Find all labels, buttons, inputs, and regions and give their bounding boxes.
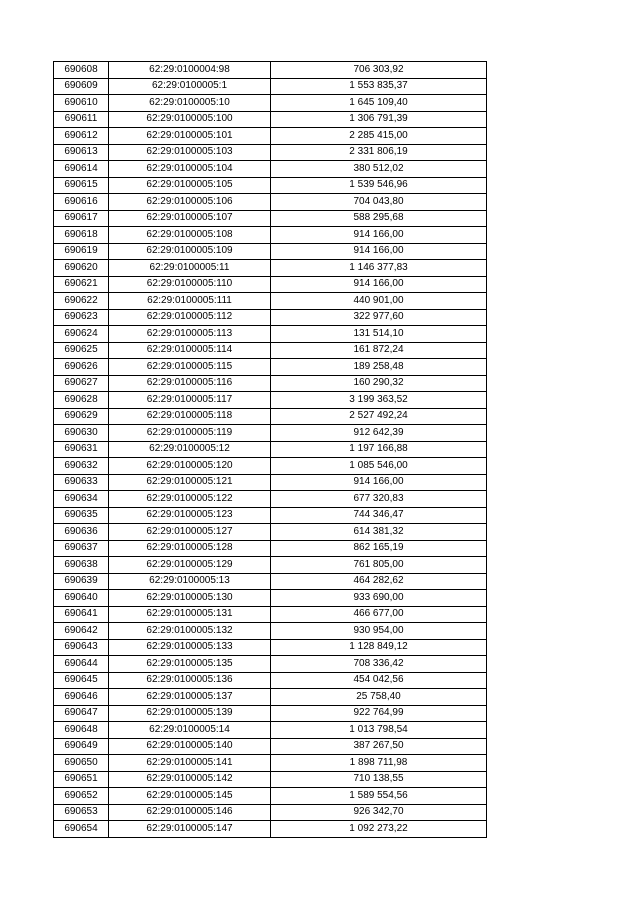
row-id-cell: 690629 xyxy=(54,408,109,425)
cadastral-value-cell: 926 342,70 xyxy=(271,804,487,821)
cadastral-value-cell: 440 901,00 xyxy=(271,293,487,310)
row-id-cell: 690648 xyxy=(54,722,109,739)
cadastral-value-cell: 706 303,92 xyxy=(271,62,487,79)
cadastral-number-cell: 62:29:0100005:118 xyxy=(109,408,271,425)
cadastral-value-cell: 464 282,62 xyxy=(271,573,487,590)
table-row xyxy=(54,540,487,557)
cadastral-value-cell: 922 764,99 xyxy=(271,705,487,722)
cadastral-number-cell: 62:29:0100005:103 xyxy=(109,144,271,161)
row-id-cell: 690612 xyxy=(54,128,109,145)
row-id-cell: 690608 xyxy=(54,62,109,79)
row-id-cell: 690637 xyxy=(54,540,109,557)
cadastral-number-cell: 62:29:0100005:123 xyxy=(109,507,271,524)
row-id-cell: 690615 xyxy=(54,177,109,194)
cadastral-number-cell: 62:29:0100005:107 xyxy=(109,210,271,227)
cadastral-value-cell: 2 285 415,00 xyxy=(271,128,487,145)
cadastral-value-cell: 761 805,00 xyxy=(271,557,487,574)
cadastral-number-cell: 62:29:0100005:147 xyxy=(109,821,271,838)
row-id-cell: 690646 xyxy=(54,689,109,706)
table-row xyxy=(54,491,487,508)
cadastral-number-cell: 62:29:0100005:136 xyxy=(109,672,271,689)
cadastral-value-cell: 933 690,00 xyxy=(271,590,487,607)
table-row xyxy=(54,161,487,178)
row-id-cell: 690652 xyxy=(54,788,109,805)
cadastral-number-cell: 62:29:0100005:146 xyxy=(109,804,271,821)
cadastral-number-cell: 62:29:0100005:111 xyxy=(109,293,271,310)
row-id-cell: 690640 xyxy=(54,590,109,607)
cadastral-number-cell: 62:29:0100005:120 xyxy=(109,458,271,475)
table-row xyxy=(54,293,487,310)
row-id-cell: 690638 xyxy=(54,557,109,574)
table-row xyxy=(54,788,487,805)
table-row xyxy=(54,639,487,656)
row-id-cell: 690631 xyxy=(54,441,109,458)
cadastral-value-cell: 588 295,68 xyxy=(271,210,487,227)
table-row xyxy=(54,128,487,145)
row-id-cell: 690634 xyxy=(54,491,109,508)
cadastral-number-cell: 62:29:0100005:141 xyxy=(109,755,271,772)
table-row xyxy=(54,705,487,722)
cadastral-value-cell: 466 677,00 xyxy=(271,606,487,623)
cadastral-value-cell: 914 166,00 xyxy=(271,227,487,244)
row-id-cell: 690651 xyxy=(54,771,109,788)
cadastral-number-cell: 62:29:0100005:140 xyxy=(109,738,271,755)
cadastral-value-cell: 744 346,47 xyxy=(271,507,487,524)
row-id-cell: 690644 xyxy=(54,656,109,673)
table-row xyxy=(54,425,487,442)
cadastral-value-cell: 1 553 835,37 xyxy=(271,78,487,95)
row-id-cell: 690641 xyxy=(54,606,109,623)
cadastral-value-table xyxy=(53,61,487,838)
table-row xyxy=(54,392,487,409)
cadastral-number-cell: 62:29:0100005:122 xyxy=(109,491,271,508)
table-row xyxy=(54,606,487,623)
row-id-cell: 690609 xyxy=(54,78,109,95)
cadastral-number-cell: 62:29:0100005:130 xyxy=(109,590,271,607)
table-row xyxy=(54,821,487,838)
cadastral-number-cell: 62:29:0100005:117 xyxy=(109,392,271,409)
cadastral-number-cell: 62:29:0100005:132 xyxy=(109,623,271,640)
table-row xyxy=(54,144,487,161)
row-id-cell: 690633 xyxy=(54,474,109,491)
table-row xyxy=(54,177,487,194)
cadastral-value-cell: 708 336,42 xyxy=(271,656,487,673)
row-id-cell: 690628 xyxy=(54,392,109,409)
cadastral-value-cell: 2 331 806,19 xyxy=(271,144,487,161)
row-id-cell: 690635 xyxy=(54,507,109,524)
table-row xyxy=(54,656,487,673)
cadastral-value-cell: 25 758,40 xyxy=(271,689,487,706)
row-id-cell: 690647 xyxy=(54,705,109,722)
cadastral-number-cell: 62:29:0100004:98 xyxy=(109,62,271,79)
row-id-cell: 690610 xyxy=(54,95,109,112)
table-row xyxy=(54,210,487,227)
row-id-cell: 690632 xyxy=(54,458,109,475)
cadastral-value-cell: 387 267,50 xyxy=(271,738,487,755)
table-row xyxy=(54,623,487,640)
row-id-cell: 690625 xyxy=(54,342,109,359)
cadastral-value-cell: 1 306 791,39 xyxy=(271,111,487,128)
table-body xyxy=(54,62,487,838)
row-id-cell: 690614 xyxy=(54,161,109,178)
cadastral-number-cell: 62:29:0100005:137 xyxy=(109,689,271,706)
table-row xyxy=(54,194,487,211)
cadastral-value-cell: 454 042,56 xyxy=(271,672,487,689)
table-row xyxy=(54,375,487,392)
row-id-cell: 690643 xyxy=(54,639,109,656)
cadastral-number-cell: 62:29:0100005:110 xyxy=(109,276,271,293)
cadastral-number-cell: 62:29:0100005:129 xyxy=(109,557,271,574)
row-id-cell: 690620 xyxy=(54,260,109,277)
cadastral-number-cell: 62:29:0100005:109 xyxy=(109,243,271,260)
table-row xyxy=(54,441,487,458)
cadastral-value-cell: 710 138,55 xyxy=(271,771,487,788)
table-row xyxy=(54,524,487,541)
cadastral-value-cell: 677 320,83 xyxy=(271,491,487,508)
cadastral-value-cell: 1 898 711,98 xyxy=(271,755,487,772)
cadastral-value-cell: 914 166,00 xyxy=(271,243,487,260)
cadastral-number-cell: 62:29:0100005:10 xyxy=(109,95,271,112)
table-row xyxy=(54,227,487,244)
cadastral-value-cell: 914 166,00 xyxy=(271,276,487,293)
cadastral-value-cell: 3 199 363,52 xyxy=(271,392,487,409)
row-id-cell: 690642 xyxy=(54,623,109,640)
cadastral-value-cell: 862 165,19 xyxy=(271,540,487,557)
cadastral-number-cell: 62:29:0100005:11 xyxy=(109,260,271,277)
table-row xyxy=(54,722,487,739)
row-id-cell: 690617 xyxy=(54,210,109,227)
row-id-cell: 690636 xyxy=(54,524,109,541)
table-row xyxy=(54,276,487,293)
cadastral-number-cell: 62:29:0100005:14 xyxy=(109,722,271,739)
cadastral-number-cell: 62:29:0100005:112 xyxy=(109,309,271,326)
row-id-cell: 690645 xyxy=(54,672,109,689)
row-id-cell: 690627 xyxy=(54,375,109,392)
cadastral-value-cell: 2 527 492,24 xyxy=(271,408,487,425)
cadastral-number-cell: 62:29:0100005:113 xyxy=(109,326,271,343)
cadastral-number-cell: 62:29:0100005:114 xyxy=(109,342,271,359)
row-id-cell: 690619 xyxy=(54,243,109,260)
row-id-cell: 690616 xyxy=(54,194,109,211)
cadastral-value-cell: 930 954,00 xyxy=(271,623,487,640)
cadastral-number-cell: 62:29:0100005:145 xyxy=(109,788,271,805)
row-id-cell: 690639 xyxy=(54,573,109,590)
table-row xyxy=(54,458,487,475)
table-row xyxy=(54,326,487,343)
cadastral-value-cell: 1 146 377,83 xyxy=(271,260,487,277)
cadastral-number-cell: 62:29:0100005:131 xyxy=(109,606,271,623)
table-row xyxy=(54,95,487,112)
cadastral-number-cell: 62:29:0100005:101 xyxy=(109,128,271,145)
cadastral-value-cell: 1 085 546,00 xyxy=(271,458,487,475)
table-row xyxy=(54,557,487,574)
row-id-cell: 690626 xyxy=(54,359,109,376)
cadastral-number-cell: 62:29:0100005:127 xyxy=(109,524,271,541)
cadastral-number-cell: 62:29:0100005:13 xyxy=(109,573,271,590)
cadastral-value-cell: 914 166,00 xyxy=(271,474,487,491)
table-row xyxy=(54,689,487,706)
row-id-cell: 690613 xyxy=(54,144,109,161)
row-id-cell: 690653 xyxy=(54,804,109,821)
cadastral-value-cell: 322 977,60 xyxy=(271,309,487,326)
cadastral-value-cell: 131 514,10 xyxy=(271,326,487,343)
cadastral-number-cell: 62:29:0100005:105 xyxy=(109,177,271,194)
row-id-cell: 690622 xyxy=(54,293,109,310)
row-id-cell: 690654 xyxy=(54,821,109,838)
table-row xyxy=(54,62,487,79)
row-id-cell: 690630 xyxy=(54,425,109,442)
table-row xyxy=(54,342,487,359)
cadastral-value-cell: 1 197 166,88 xyxy=(271,441,487,458)
cadastral-number-cell: 62:29:0100005:119 xyxy=(109,425,271,442)
row-id-cell: 690621 xyxy=(54,276,109,293)
cadastral-number-cell: 62:29:0100005:115 xyxy=(109,359,271,376)
table-row xyxy=(54,804,487,821)
table-row xyxy=(54,111,487,128)
cadastral-number-cell: 62:29:0100005:121 xyxy=(109,474,271,491)
table-row xyxy=(54,590,487,607)
row-id-cell: 690624 xyxy=(54,326,109,343)
table-row xyxy=(54,738,487,755)
cadastral-number-cell: 62:29:0100005:1 xyxy=(109,78,271,95)
cadastral-value-cell: 1 128 849,12 xyxy=(271,639,487,656)
cadastral-value-cell: 1 645 109,40 xyxy=(271,95,487,112)
cadastral-number-cell: 62:29:0100005:12 xyxy=(109,441,271,458)
cadastral-number-cell: 62:29:0100005:108 xyxy=(109,227,271,244)
cadastral-value-cell: 1 013 798,54 xyxy=(271,722,487,739)
cadastral-number-cell: 62:29:0100005:128 xyxy=(109,540,271,557)
table-row xyxy=(54,408,487,425)
table-row xyxy=(54,260,487,277)
cadastral-value-cell: 160 290,32 xyxy=(271,375,487,392)
table-row xyxy=(54,672,487,689)
cadastral-number-cell: 62:29:0100005:106 xyxy=(109,194,271,211)
cadastral-value-cell: 1 092 273,22 xyxy=(271,821,487,838)
cadastral-value-cell: 161 872,24 xyxy=(271,342,487,359)
table-row xyxy=(54,771,487,788)
table-row xyxy=(54,78,487,95)
cadastral-number-cell: 62:29:0100005:133 xyxy=(109,639,271,656)
cadastral-number-cell: 62:29:0100005:142 xyxy=(109,771,271,788)
row-id-cell: 690611 xyxy=(54,111,109,128)
row-id-cell: 690650 xyxy=(54,755,109,772)
cadastral-number-cell: 62:29:0100005:104 xyxy=(109,161,271,178)
cadastral-number-cell: 62:29:0100005:116 xyxy=(109,375,271,392)
cadastral-number-cell: 62:29:0100005:135 xyxy=(109,656,271,673)
table-row xyxy=(54,573,487,590)
table-row xyxy=(54,474,487,491)
cadastral-value-cell: 1 539 546,96 xyxy=(271,177,487,194)
table-row xyxy=(54,243,487,260)
cadastral-value-cell: 912 642,39 xyxy=(271,425,487,442)
table-row xyxy=(54,309,487,326)
cadastral-number-cell: 62:29:0100005:139 xyxy=(109,705,271,722)
cadastral-value-cell: 614 381,32 xyxy=(271,524,487,541)
table-row xyxy=(54,755,487,772)
cadastral-value-cell: 1 589 554,56 xyxy=(271,788,487,805)
row-id-cell: 690649 xyxy=(54,738,109,755)
table-row xyxy=(54,507,487,524)
cadastral-value-cell: 380 512,02 xyxy=(271,161,487,178)
table-row xyxy=(54,359,487,376)
row-id-cell: 690623 xyxy=(54,309,109,326)
cadastral-value-cell: 189 258,48 xyxy=(271,359,487,376)
cadastral-number-cell: 62:29:0100005:100 xyxy=(109,111,271,128)
cadastral-value-cell: 704 043,80 xyxy=(271,194,487,211)
row-id-cell: 690618 xyxy=(54,227,109,244)
